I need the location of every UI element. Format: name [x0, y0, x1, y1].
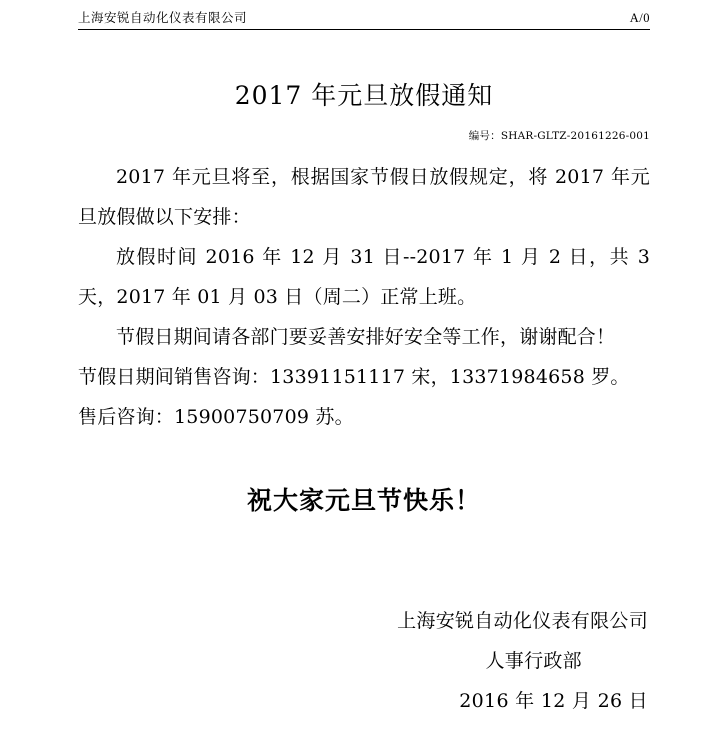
- document-number: 编号：SHAR-GLTZ-20161226-001: [468, 130, 650, 142]
- signature-company: 上海安锐自动化仪表有限公司: [397, 610, 648, 632]
- signature-date: 2016 年 12 月 26 日: [459, 690, 648, 712]
- body-paragraph-1: 2017 年元旦将至，根据国家节假日放假规定，将 2017 年元旦放假做以下安排：: [78, 166, 650, 228]
- body-paragraph-4: 节假日期间销售咨询：13391151117 宋，13371984658 罗。: [78, 366, 630, 388]
- body-paragraph-3: 节假日期间请各部门要妥善安排好安全等工作，谢谢配合！: [116, 326, 616, 348]
- signature-department: 人事行政部: [485, 650, 582, 672]
- body-paragraph-5: 售后咨询：15900750709 苏。: [78, 406, 354, 428]
- greeting-line: 祝大家元旦节快乐！: [246, 486, 481, 515]
- document-title: 2017 年元旦放假通知: [234, 81, 494, 110]
- signature-block: [78, 601, 650, 721]
- page-header: [78, 0, 650, 30]
- header-revision-code: A/0: [629, 11, 650, 25]
- header-company-name: 上海安锐自动化仪表有限公司: [78, 10, 248, 25]
- body-paragraph-2: 放假时间 2016 年 12 月 31 日--2017 年 1 月 2 日，共 3 天，2017 年 01 月 03 日（周二）正常上班。: [78, 246, 650, 308]
- document-body: [78, 157, 650, 437]
